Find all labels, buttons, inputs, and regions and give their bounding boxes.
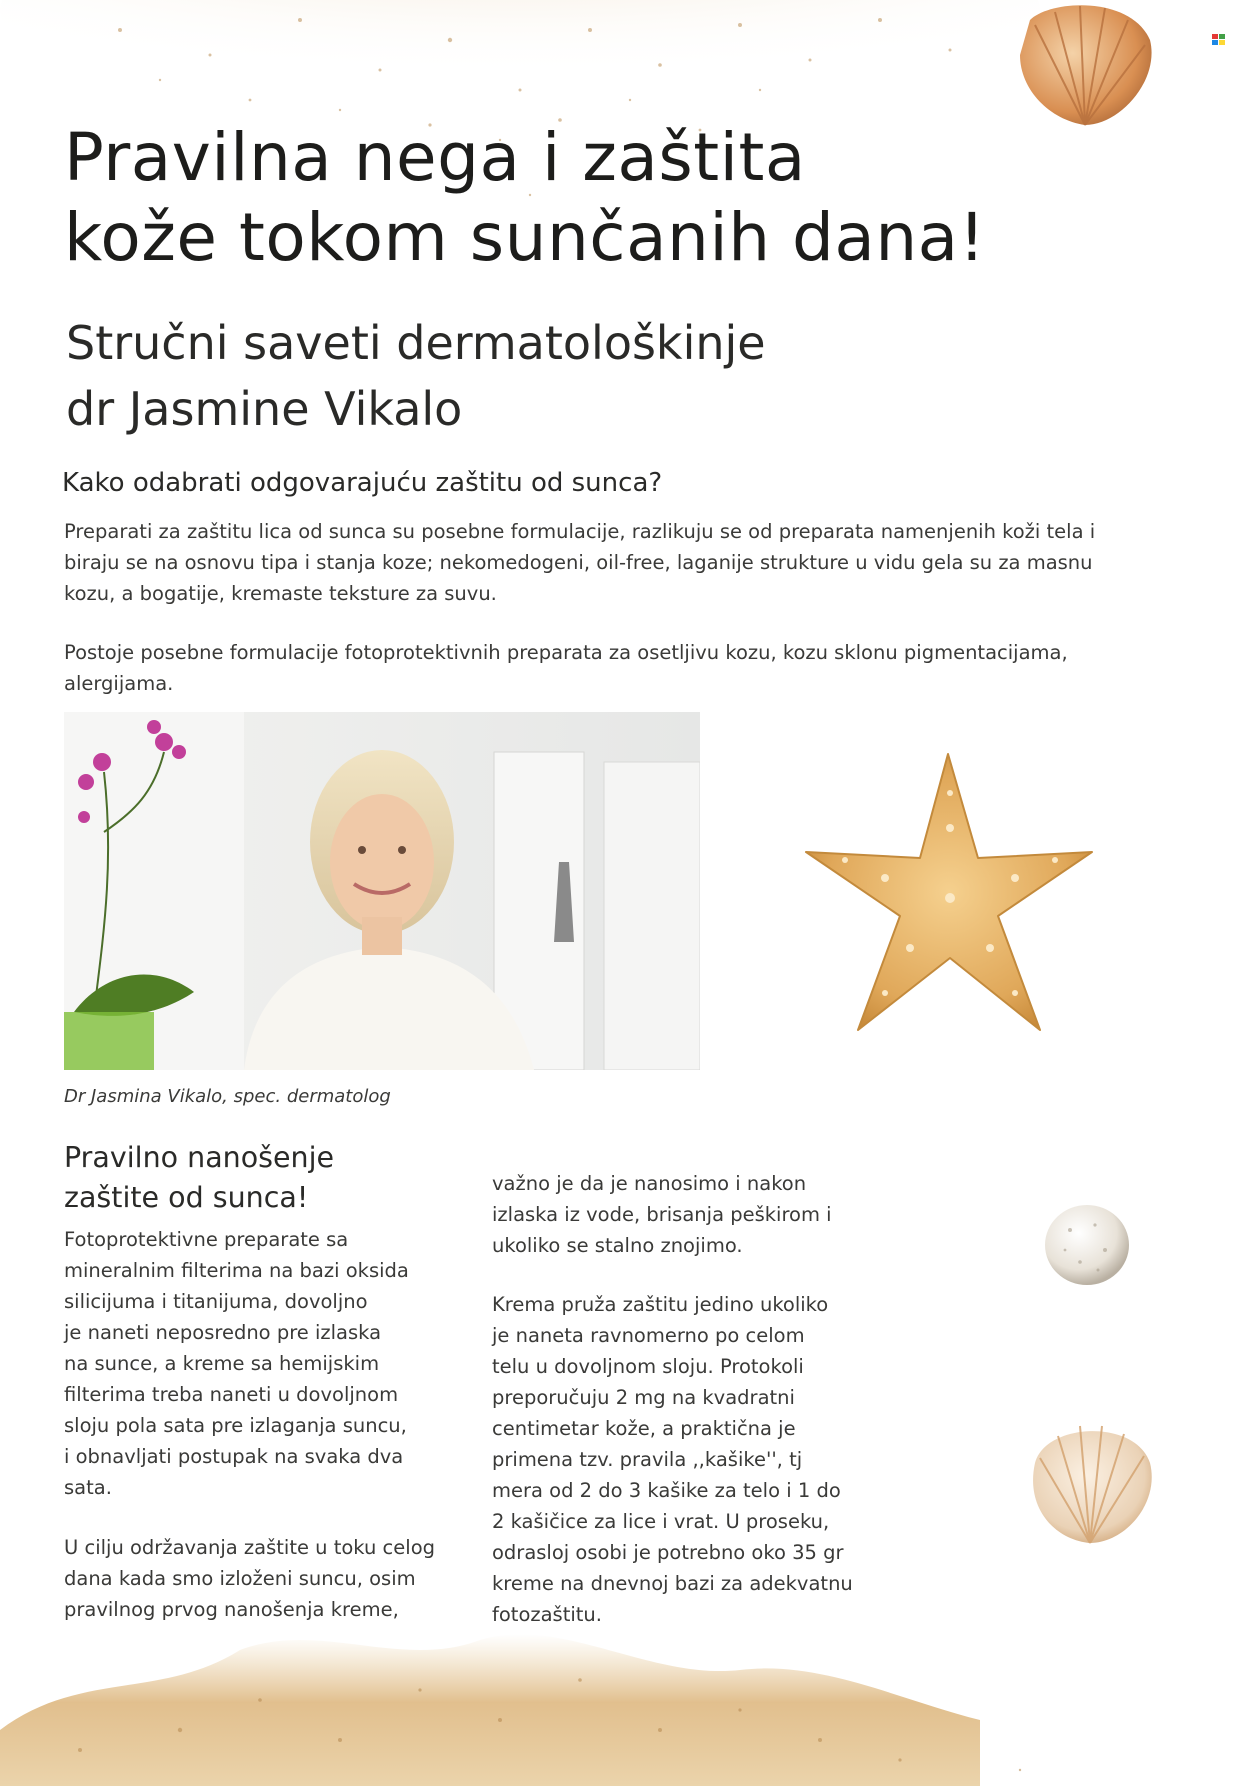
section1-heading: Kako odabrati odgovarajuću zaštitu od sunca? <box>62 468 663 498</box>
text-line: kreme na dnevnoj bazi za adekvatnu <box>492 1572 853 1595</box>
text-line: 2 kašičice za lice i vrat. U proseku, <box>492 1510 830 1533</box>
page-subtitle-line-1: Stručni saveti dermatološkinje <box>66 316 766 370</box>
text-line: Fotoprotektivne preparate sa <box>64 1228 349 1251</box>
text-line: pravilnog prvog nanošenja kreme, <box>64 1598 399 1621</box>
starfish-icon <box>800 748 1100 1038</box>
text-line: mineralnim filterima na bazi oksida <box>64 1259 409 1282</box>
section2-heading-line-1: Pravilno nanošenje <box>64 1141 335 1174</box>
text-line: centimetar kože, a praktična je <box>492 1417 796 1440</box>
column2-paragraph-1 <box>492 1168 872 1261</box>
section2-heading <box>64 1138 444 1218</box>
text-line: silicijuma i titanijuma, dovoljno <box>64 1290 368 1313</box>
page-title-line-1: Pravilna nega i zaštita <box>64 119 806 196</box>
pebble-icon <box>1040 1200 1134 1290</box>
text-line: izlaska iz vode, brisanja peškirom i <box>492 1203 832 1226</box>
column2-paragraph-2 <box>492 1289 872 1630</box>
text-line: dana kada smo izloženi suncu, osim <box>64 1567 416 1590</box>
text-line: je naneti neposredno pre izlaska <box>64 1321 382 1344</box>
text-line: odrasloj osobi je potrebno oko 35 gr <box>492 1541 844 1564</box>
doctor-portrait-photo <box>64 712 700 1070</box>
text-line: fotozaštitu. <box>492 1603 602 1626</box>
text-line: mera od 2 do 3 kašike za telo i 1 do <box>492 1479 841 1502</box>
page-title-line-2: kože tokom sunčanih dana! <box>64 199 986 276</box>
page-subtitle-line-2: dr Jasmine Vikalo <box>66 382 463 436</box>
text-line: sata. <box>64 1476 112 1499</box>
page-title <box>64 118 1024 278</box>
text-line: i obnavljati postupak na svaka dva <box>64 1445 404 1468</box>
photo-caption: Dr Jasmina Vikalo, spec. dermatolog <box>64 1086 391 1107</box>
text-line: telu u dovoljnom sloju. Protokoli <box>492 1355 804 1378</box>
section2-heading-line-2: zaštite od sunca! <box>64 1181 309 1214</box>
text-line: ukoliko se stalno znojimo. <box>492 1234 743 1257</box>
seashell-icon-2 <box>1020 1418 1160 1548</box>
text-line: je naneta ravnomerno po celom <box>492 1324 805 1347</box>
logo-mark <box>1212 34 1226 46</box>
section1-paragraph-1: Preparati za zaštitu lica od sunca su posebne formulacije, razlikuju se od preparata namenjenih koži tela i biraju se na osnovu tipa i stanja koze; nekomedogeni, oil-free, laganije strukture u vidu gela su za masnu kozu, a bogatije, kremaste teksture za suvu. <box>64 520 1096 605</box>
text-line: primena tzv. pravila ,,kašike'', tj <box>492 1448 803 1471</box>
text-line: filterima treba naneti u dovoljnom <box>64 1383 399 1406</box>
text-line: U cilju održavanja zaštite u toku celog <box>64 1536 436 1559</box>
text-line: preporučuju 2 mg na kvadratni <box>492 1386 795 1409</box>
text-line: važno je da je nanosimo i nakon <box>492 1172 807 1195</box>
seashell-icon <box>1010 0 1160 130</box>
column1-paragraph-2 <box>64 1532 444 1625</box>
text-line: Krema pruža zaštitu jedino ukoliko <box>492 1293 829 1316</box>
text-line: na sunce, a kreme sa hemijskim <box>64 1352 380 1375</box>
page-subtitle <box>66 310 966 442</box>
column1-paragraph-1 <box>64 1224 444 1503</box>
sand-bottom-decoration <box>0 1610 1250 1786</box>
section1-paragraph-2: Postoje posebne formulacije fotoprotektivnih preparata za osetljivu kozu, kozu sklonu pigmentacijama, alergijama. <box>64 641 1068 695</box>
text-line: sloju pola sata pre izlaganja suncu, <box>64 1414 407 1437</box>
